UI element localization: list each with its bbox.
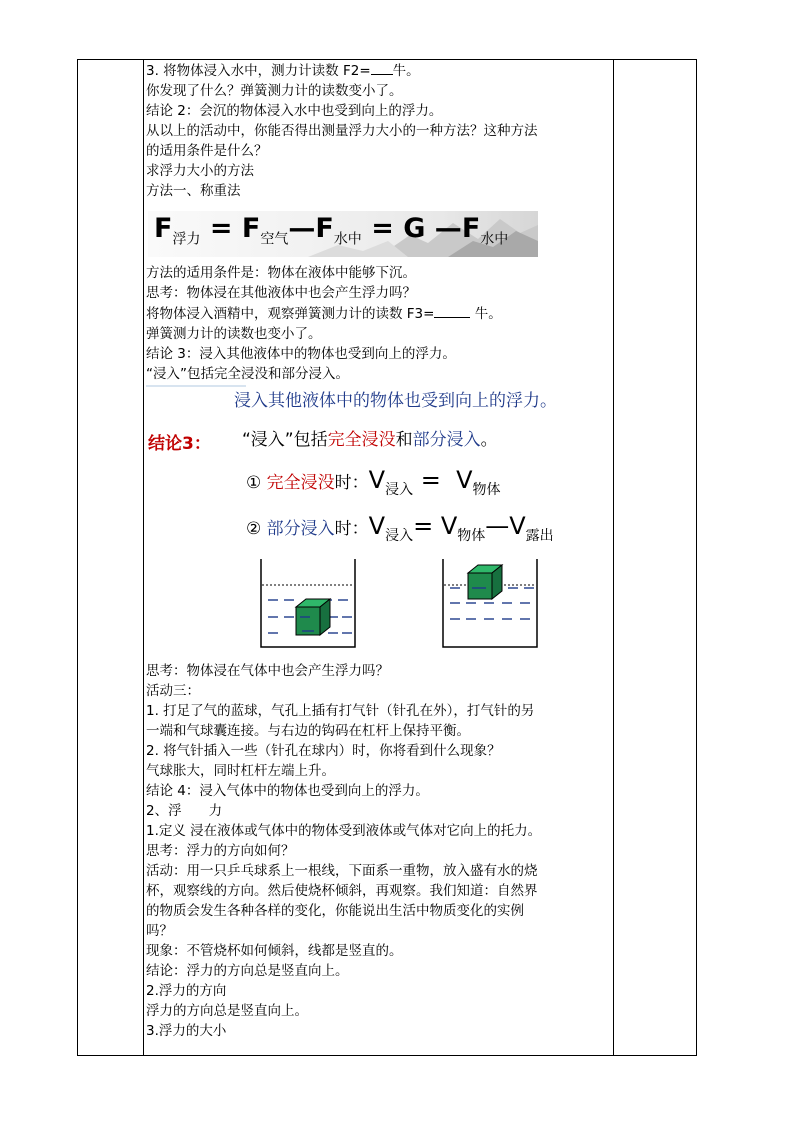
beaker-partial-immersion [440, 559, 540, 651]
conclusion-label: 结论3： [148, 434, 211, 454]
slide-headline: 浸入其他液体中的物体也受到向上的浮力。 [234, 391, 557, 411]
text-span: 牛。 [470, 306, 502, 322]
text-line: 2. 将气针插入一些（针孔在球内）时，你将看到什么现象？ [146, 743, 501, 759]
text-span: 完全浸没 [327, 430, 396, 450]
formula-sub: 水中 [480, 231, 509, 248]
text-line: 3.浮力的大小 [146, 1023, 227, 1039]
formula-sub: 水中 [333, 231, 362, 248]
formula-f-buoyancy: F [154, 213, 173, 244]
volume-symbol: V [509, 512, 526, 540]
text-line: 1.定义 浸在液体或气体中的物体受到液体或气体对它向上的托力。 [146, 823, 542, 839]
text-line: 活动：用一只乒乓球系上一根线，下面系一重物，放入盛有水的烧 [146, 863, 538, 879]
text-span: 和 [395, 430, 413, 450]
partial-immersion-row [246, 511, 554, 551]
text-line: 结论 4：浸入气体中的物体也受到向上的浮力。 [146, 783, 429, 799]
volume-symbol: V [456, 466, 473, 494]
volume-sub: 露出 [525, 527, 554, 544]
volume-sub: 浸入 [385, 481, 414, 498]
text-line: 气球胀大，同时杠杆左端上升。 [146, 763, 335, 779]
text-line: 的适用条件是什么？ [146, 143, 268, 159]
text-line: 结论 2：会沉的物体浸入水中也受到向上的浮力。 [146, 103, 443, 119]
equals-sign: = [413, 466, 457, 494]
text-line: 的物质会发生各种各样的变化，你能说出生活中物质变化的实例 [146, 903, 524, 919]
volume-symbol: V [440, 512, 458, 540]
full-immersion-row [246, 465, 501, 505]
formula-g: G [403, 213, 426, 244]
fill-in-blank [371, 60, 393, 75]
circle-number-2: ② [246, 519, 262, 539]
text-line: 一端和气球囊连接。与右边的钩码在杠杆上保持平衡。 [146, 723, 470, 739]
minus-sign: — [485, 512, 510, 540]
formula-sub: 浮力 [172, 231, 201, 248]
text-line: 1. 打足了气的蓝球，气孔上插有打气针（针孔在外），打气针的另 [146, 703, 535, 719]
immersion-definition [242, 429, 498, 451]
text-span: 完全浸没 [266, 473, 335, 493]
formula-banner [148, 211, 538, 257]
bottom-text-block [146, 661, 614, 1041]
text-line: 结论：浮力的方向总是竖直向上。 [146, 963, 349, 979]
volume-sub: 物体 [457, 527, 486, 544]
slide-top-strip [146, 385, 246, 387]
text-line: 求浮力大小的方法 [146, 163, 254, 179]
text-line: 思考：物体浸在其他液体中也会产生浮力吗？ [146, 285, 416, 301]
volume-symbol: V [368, 512, 386, 540]
volume-sub: 物体 [472, 481, 501, 498]
formula-equals: = [361, 213, 404, 244]
weighing-method-formula [154, 213, 508, 248]
text-line: 活动三： [146, 683, 200, 699]
formula-f-water: F [461, 213, 481, 244]
text-span: 3. 将物体浸入水中，测力计读数 F2= [146, 63, 371, 79]
text-span: 牛。 [392, 63, 420, 79]
formula-equals: = [200, 213, 242, 244]
text-line [146, 60, 614, 81]
text-span: 。 [480, 430, 498, 450]
mid-text-block [146, 263, 614, 384]
text-span: 时： [334, 519, 369, 539]
text-line: “浸入”包括完全浸没和部分浸入。 [146, 366, 349, 382]
text-line: 2、浮 力 [146, 803, 223, 819]
formula-f-water: F [315, 213, 334, 244]
beaker-full-immersion [258, 559, 358, 651]
formula-minus: — [425, 213, 462, 244]
text-span: 将物体浸入酒精中，观察弹簧测力计的读数 F3= [146, 306, 435, 322]
text-span: 部分浸入 [266, 519, 335, 539]
text-line [146, 303, 614, 324]
text-line: 现象：不管烧杯如何倾斜，线都是竖直的。 [146, 943, 403, 959]
slide-image [146, 385, 614, 661]
text-line: 吗？ [146, 923, 173, 939]
text-span: 时： [334, 473, 369, 493]
formula-sub: 空气 [260, 231, 289, 248]
text-line: 思考：浮力的方向如何？ [146, 843, 295, 859]
formula-f-air: F [241, 213, 261, 244]
formula-minus: — [288, 213, 316, 244]
volume-symbol: V [368, 466, 386, 494]
text-line: 你发现了什么？弹簧测力计的读数变小了。 [146, 83, 403, 99]
fill-in-blank [434, 303, 470, 318]
text-line: 从以上的活动中，你能否得出测量浮力大小的一种方法？这种方法 [146, 123, 538, 139]
table-column-divider [143, 60, 144, 1055]
top-text-block [146, 60, 614, 201]
text-line: 思考：物体浸在气体中也会产生浮力吗？ [146, 663, 389, 679]
text-span: 部分浸入 [412, 430, 481, 450]
text-line: 方法一、称重法 [146, 183, 241, 199]
text-line: 结论 3：浸入其他液体中的物体也受到向上的浮力。 [146, 346, 456, 362]
text-span: “浸入”包括 [242, 430, 328, 450]
text-line: 浮力的方向总是竖直向上。 [146, 1003, 308, 1019]
equals-sign: = [413, 512, 441, 540]
text-line: 2.浮力的方向 [146, 983, 227, 999]
text-line: 杯，观察线的方向。然后使烧杯倾斜，再观察。我们知道：自然界 [146, 883, 538, 899]
text-line: 弹簧测力计的读数也变小了。 [146, 326, 322, 342]
text-line: 方法的适用条件是：物体在液体中能够下沉。 [146, 265, 416, 281]
lesson-content [146, 60, 614, 1041]
circle-number-1: ① [246, 473, 262, 493]
volume-sub: 浸入 [385, 527, 414, 544]
